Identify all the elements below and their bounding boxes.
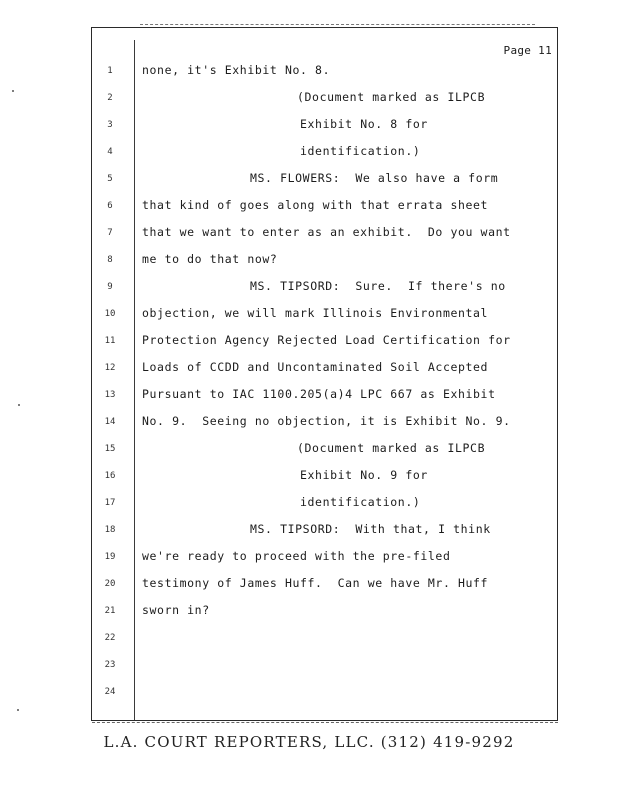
line-text: identification.) — [300, 495, 421, 509]
line-text: none, it's Exhibit No. 8. — [142, 63, 331, 77]
line-text: we're ready to proceed with the pre-filed — [142, 549, 451, 563]
line-number: 14 — [104, 417, 116, 427]
line-text: identification.) — [300, 144, 421, 158]
line-number: 23 — [104, 660, 116, 670]
line-number-margin-rule — [134, 40, 135, 720]
line-number: 21 — [104, 606, 116, 616]
line-number: 19 — [104, 552, 116, 562]
court-reporter-footer: L.A. COURT REPORTERS, LLC. (312) 419-9292 — [103, 733, 515, 751]
line-text: Protection Agency Rejected Load Certification for — [142, 333, 511, 347]
line-number: 17 — [104, 498, 116, 508]
line-number: 22 — [104, 633, 116, 643]
line-number: 15 — [104, 444, 116, 454]
line-number: 18 — [104, 525, 116, 535]
page-number: Page 11 — [503, 44, 552, 57]
line-text: Exhibit No. 8 for — [300, 117, 428, 131]
line-text: sworn in? — [142, 603, 210, 617]
line-text: that we want to enter as an exhibit. Do you want — [142, 225, 511, 239]
scan-speck — [18, 404, 20, 406]
line-text: MS. FLOWERS: We also have a form — [250, 171, 499, 185]
line-text: MS. TIPSORD: Sure. If there's no — [250, 279, 506, 293]
scan-speck — [17, 709, 19, 711]
line-text: me to do that now? — [142, 252, 278, 266]
line-text: (Document marked as ILPCB — [297, 90, 486, 104]
line-number: 5 — [107, 174, 113, 184]
line-text: MS. TIPSORD: With that, I think — [250, 522, 491, 536]
line-number: 3 — [107, 120, 113, 130]
line-number: 13 — [104, 390, 116, 400]
top-dashed-rule — [140, 24, 535, 25]
line-number: 12 — [104, 363, 116, 373]
line-text: No. 9. Seeing no objection, it is Exhibit No. 9. — [142, 414, 511, 428]
line-text: testimony of James Huff. Can we have Mr. Huff — [142, 576, 489, 590]
line-text: Exhibit No. 9 for — [300, 468, 428, 482]
line-number: 4 — [107, 147, 113, 157]
line-number: 24 — [104, 687, 116, 697]
line-number: 2 — [107, 93, 113, 103]
line-number: 1 — [107, 66, 113, 76]
line-text: (Document marked as ILPCB — [297, 441, 486, 455]
line-text: Loads of CCDD and Uncontaminated Soil Accepted — [142, 360, 489, 374]
line-number: 16 — [104, 471, 116, 481]
line-number: 8 — [107, 255, 113, 265]
line-number: 11 — [104, 336, 116, 346]
line-number: 6 — [107, 201, 113, 211]
line-text: Pursuant to IAC 1100.205(a)4 LPC 667 as Exhibit — [142, 387, 496, 401]
line-number: 9 — [107, 282, 113, 292]
scan-speck — [12, 90, 14, 92]
line-number: 10 — [104, 309, 116, 319]
line-number: 7 — [107, 228, 113, 238]
bottom-dashed-rule — [92, 722, 558, 723]
line-text: that kind of goes along with that errata sheet — [142, 198, 489, 212]
line-number: 20 — [104, 579, 116, 589]
line-text: objection, we will mark Illinois Environmental — [142, 306, 489, 320]
